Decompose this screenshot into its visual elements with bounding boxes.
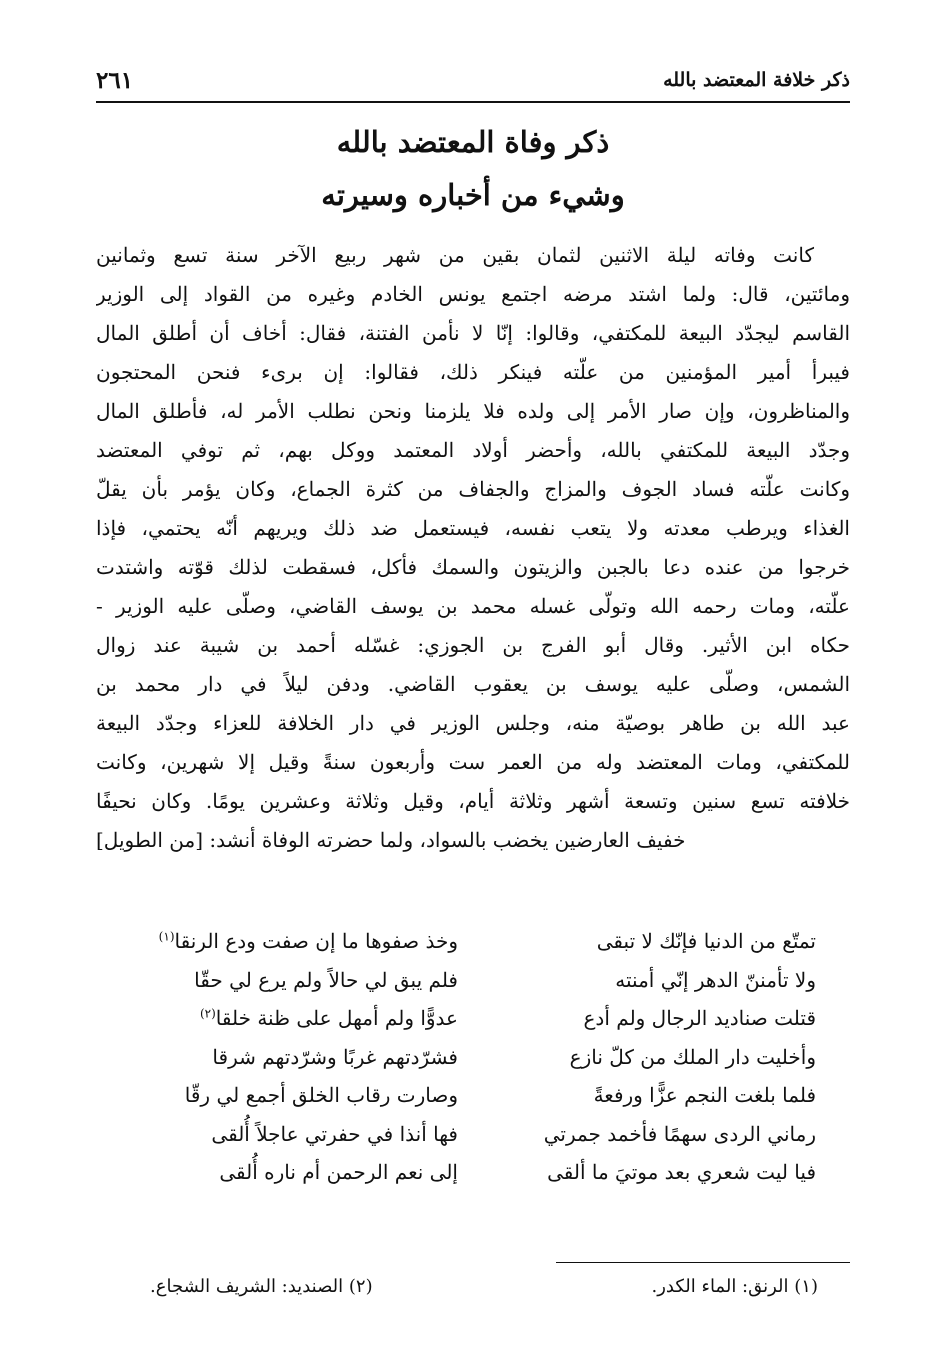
body-line: عبد الله بن طاهر بوصيّة منه، وجلس الوزير في دار الخلافة للعزاء وجدّد البيعة: [96, 711, 850, 735]
hemistich-text: وخذ صفوها ما إن صفت ودع الرنقا: [174, 929, 458, 953]
header-divider: [96, 101, 850, 103]
verse-second-hemistich: [106, 1038, 476, 1077]
running-header: [96, 62, 850, 98]
verse-first-hemistich: وأخليت دار الملك من كلّ نازع: [569, 1044, 816, 1069]
chapter-title: ذكر وفاة المعتضد بالله: [336, 125, 610, 159]
body-line: وجدّد البيعة للمكتفي بالله، وأحضر أولاد المعتمد ووكل بهم، ثم توفي المعتضد: [96, 438, 850, 462]
hemistich-text: فها أنذا في حفرتي عاجلاً أُلقى: [211, 1121, 458, 1146]
body-line: الشمس، وصلّى عليه يوسف بن يعقوب القاضي. ودفن ليلاً في دار محمد بن: [96, 672, 850, 696]
body-line: القاسم ليجدّد البيعة للمكتفي، وقالوا: إنّا لا نأمن الفتنة، فقال: أخاف أن أطلق المال: [96, 321, 850, 345]
verse-first-hemistich: تمتّع من الدنيا فإنّك لا تبقى: [596, 929, 816, 953]
footnotes: [150, 1276, 818, 1312]
body-line: فيبرأ أمير المؤمنين من علّته فينكر ذلك، فقالوا: إن برىء فنحن المحتجون: [96, 360, 850, 384]
verse-first-hemistich: قتلت صناديد الرجال ولم أدع: [583, 1006, 816, 1030]
body-line: ومائتين، قال: ولما اشتد مرضه اجتمع يونس الخادم وغيره من القواد إلى الوزير: [96, 282, 850, 306]
hemistich-text: فشرّدتهم غربًا وشرّدتهم شرقا: [212, 1044, 458, 1069]
body-line: خفيف العارضين يخضب بالسواد، ولما حضرته الوفاة أنشد: [من الطويل]: [96, 828, 686, 852]
verse-second-hemistich: [106, 922, 476, 961]
verse: [106, 1153, 816, 1192]
verse-second-hemistich: [106, 961, 476, 1000]
body-line: كانت وفاته ليلة الاثنين لثمان بقين من شهر ربيع الآخر سنة تسع وثمانين: [96, 243, 814, 267]
hemistich-text: عدوًّا ولم أمهل على ظنة خلقا: [215, 1006, 458, 1030]
body-line: الغذاء ويرطب معدته ولا يتعب نفسه، فيستعمل ضد ذلك ويريهم أنّه يحتمي، فإذا: [96, 516, 850, 540]
body-line: خلافته تسع سنين وتسعة أشهر وثلاثة أيام، وقيل وثلاثة وعشرين يومًا. وكان نحيفًا: [96, 789, 850, 813]
verse-first-hemistich: رماني الردى سهمًا فأخمد جمرتي: [543, 1121, 816, 1146]
hemistich-text: إلى نعم الرحمن أم ناره أُلقى: [219, 1160, 458, 1184]
body-line: حكاه ابن الأثير. وقال أبو الفرج بن الجوزي: غسّله أحمد بن شيبة عند زوال: [96, 633, 850, 657]
verse: [106, 1115, 816, 1154]
verse-first-hemistich: فلما بلغت النجم عزًّا ورفعةً: [593, 1083, 816, 1107]
poem: [106, 922, 816, 1192]
body-text: [96, 236, 850, 860]
verse-second-hemistich: [106, 999, 476, 1038]
chapter-subtitle: وشيء من أخباره وسيرته: [321, 178, 625, 212]
verse: [106, 922, 816, 961]
body-line: وكانت علّته فساد الجوف والمزاج والجفاف من كثرة الجماع، وكان يؤمر بأن يقلّ: [96, 477, 850, 501]
body-line: خرجوا من عنده دعا بالجبن والزيتون والسمك فأكل، فسقطت لذلك قوّته واشتدت: [96, 555, 850, 579]
footnote-2: (٢) الصنديد: الشريف الشجاع.: [150, 1276, 373, 1297]
page-number: ٢٦١: [96, 66, 134, 94]
verse: [106, 961, 816, 1000]
verse: [106, 1076, 816, 1115]
verse-first-hemistich: ولا تأمننّ الدهر إنّي أمنته: [615, 967, 816, 992]
footnote-marker: (١): [158, 929, 175, 944]
verse-first-hemistich: فيا ليت شعري بعد موتيَ ما ألقى: [547, 1160, 816, 1184]
body-line: للمكتفي، ومات المعتضد وله من العمر ست وأربعون سنةً وقيل إلا شهرين، وكانت: [96, 750, 850, 774]
hemistich-text: وصارت رقاب الخلق أجمع لي رقّا: [184, 1083, 458, 1107]
verse-second-hemistich: [106, 1153, 476, 1192]
verse: [106, 1038, 816, 1077]
running-title: ذكر خلافة المعتضد بالله: [663, 69, 850, 91]
footnote-1: (١) الرنق: الماء الكدر.: [651, 1276, 818, 1297]
verse-second-hemistich: [106, 1076, 476, 1115]
hemistich-text: فلم يبق لي حالاً ولم يرع لي حقّا: [194, 967, 458, 992]
footnote-divider: [556, 1262, 850, 1263]
footnote-marker: (٢): [199, 1006, 216, 1021]
body-line: علّته، ومات رحمه الله وتولّى غسله محمد بن يوسف القاضي، وصلّى عليه الوزير -: [96, 594, 850, 618]
verse: [106, 999, 816, 1038]
body-line: والمناظرون، وإن صار الأمر إلى ولده فلا يلزمنا ونحن نطلب الأمر له، فأطلق المال: [96, 399, 850, 423]
verse-second-hemistich: [106, 1115, 476, 1154]
